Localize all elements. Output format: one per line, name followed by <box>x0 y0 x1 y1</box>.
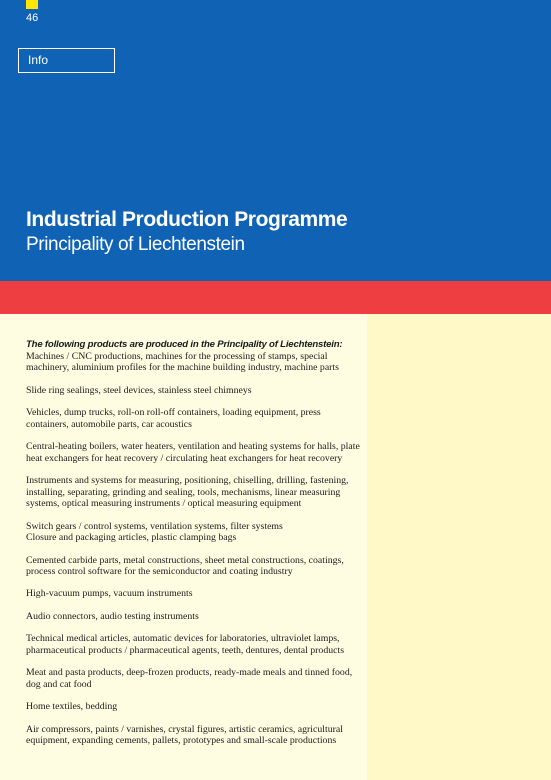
accent-band <box>0 281 551 314</box>
list-item: Instruments and systems for measuring, positioning, chiselling, drilling, fastening, installing, separating, grinding and sealing, tools, mechanisms, linear measuring systems, optical measuring instruments / optical measuring equipment <box>26 474 349 510</box>
intro-text: The following products are produced in the Principality of Liechtenstein: <box>26 339 343 350</box>
list-item: Home textiles, bedding <box>26 701 118 713</box>
list-item: Cemented carbide parts, metal constructions, sheet metal constructions, coatings, process control software for the semiconductor and coating industry <box>26 554 344 578</box>
list-item: Meat and pasta products, deep-frozen products, ready-made meals and tinned food, dog and cat food <box>26 667 353 690</box>
product-list <box>26 339 362 758</box>
section-label: Info <box>18 48 115 73</box>
sidebar-column <box>367 314 551 780</box>
list-item: Audio connectors, audio testing instruments <box>26 610 199 622</box>
list-item: Vehicles, dump trucks, roll-on roll-off containers, loading equipment, press containers, automobile parts, car acoustics <box>26 406 321 430</box>
page-tab-marker <box>26 0 38 9</box>
page-subtitle: Principality of Liechtenstein <box>26 234 245 255</box>
page-number: 46 <box>26 12 39 24</box>
page-title: Industrial Production Programme <box>26 208 348 231</box>
list-item: Machines / CNC productions, machines for the processing of stamps, special machinery, aluminium profiles for the machine building industry, machine parts <box>26 350 339 374</box>
list-item: Air compressors, paints / varnishes, crystal figures, artistic ceramics, agricultural equipment, expanding cements, pallets, prototypes and small-scale productions <box>26 723 343 747</box>
list-item: Technical medical articles, automatic devices for laboratories, ultraviolet lamps, pharmaceutical products / pharmaceutical agents, teeth, dentures, dental products <box>26 633 345 656</box>
list-item: Slide ring sealings, steel devices, stainless steel chimneys <box>26 384 252 396</box>
list-item: Central-heating boilers, water heaters, ventilation and heating systems for halls, plate heat exchangers for heat recovery / circulating heat exchangers for heat recovery <box>26 440 360 464</box>
list-item: High-vacuum pumps, vacuum instruments <box>26 588 193 600</box>
list-item: Switch gears / control systems, ventilation systems, filter systems Closure and packaging articles, plastic clamping bags <box>26 520 283 544</box>
